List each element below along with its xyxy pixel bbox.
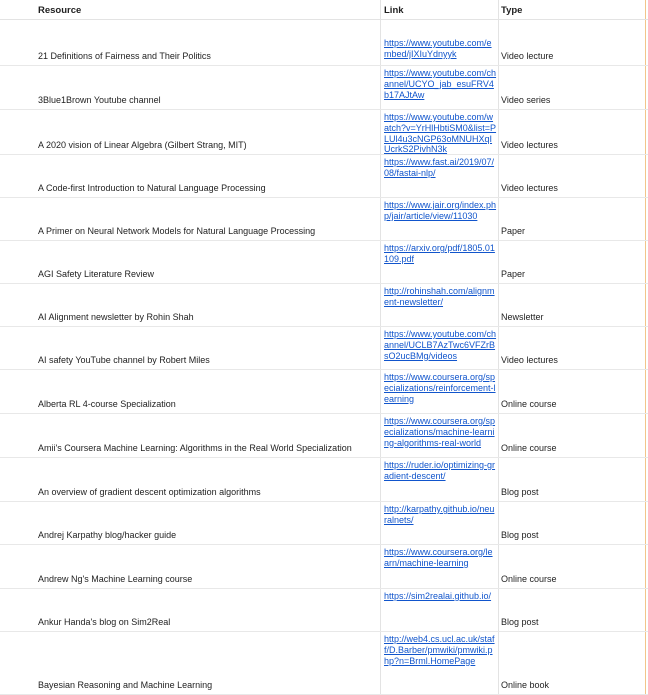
table-row — [0, 370, 648, 414]
link-cell[interactable] — [384, 66, 497, 109]
link-cell[interactable] — [384, 155, 497, 197]
resource-link[interactable]: https://www.fast.ai/2019/07/08/fastai-nlp/ — [384, 157, 495, 178]
resource-link[interactable]: https://www.coursera.org/specializations/reinforcement-learning — [384, 372, 496, 404]
type-cell[interactable]: Online course — [501, 399, 557, 409]
table-row — [0, 502, 648, 545]
type-cell[interactable]: Video lectures — [501, 140, 558, 150]
type-cell[interactable]: Blog post — [501, 487, 539, 497]
table-row — [0, 66, 648, 110]
table-row — [0, 414, 648, 458]
resource-link[interactable]: https://arxiv.org/pdf/1805.01109.pdf — [384, 243, 495, 264]
type-cell[interactable]: Video lectures — [501, 183, 558, 193]
link-cell[interactable] — [384, 545, 497, 588]
table-row — [0, 20, 648, 66]
type-cell[interactable]: Newsletter — [501, 312, 544, 322]
type-cell[interactable]: Video lectures — [501, 355, 558, 365]
link-cell[interactable] — [384, 198, 497, 240]
link-cell[interactable] — [384, 458, 497, 501]
resource-link[interactable]: https://www.youtube.com/watch?v=YrHlHbtiSM0&list=PLUl4u3cNGP63oMNUHXqIUcrkS2PivhN3k — [384, 112, 497, 154]
link-cell[interactable] — [384, 20, 497, 65]
type-cell[interactable]: Online course — [501, 574, 557, 584]
link-cell[interactable] — [384, 241, 497, 283]
header-row — [0, 0, 648, 20]
resource-cell[interactable]: Amii's Coursera Machine Learning: Algorithms in the Real World Specialization — [38, 443, 352, 453]
resource-cell[interactable]: Ankur Handa's blog on Sim2Real — [38, 617, 171, 627]
resource-link[interactable]: https://www.coursera.org/specializations/machine-learning-algorithms-real-world — [384, 416, 496, 448]
link-cell[interactable] — [384, 110, 497, 154]
link-cell[interactable] — [384, 370, 497, 413]
resource-cell[interactable]: An overview of gradient descent optimization algorithms — [38, 487, 261, 497]
resource-link[interactable]: http://web4.cs.ucl.ac.uk/staff/D.Barber/pmwiki/pmwiki.php?n=Brml.HomePage — [384, 634, 495, 666]
table-row — [0, 110, 648, 155]
table-row — [0, 632, 648, 695]
resource-cell[interactable]: AI Alignment newsletter by Rohin Shah — [38, 312, 194, 322]
link-cell[interactable] — [384, 632, 497, 694]
resource-link[interactable]: https://ruder.io/optimizing-gradient-descent/ — [384, 460, 496, 481]
resource-link[interactable]: https://www.jair.org/index.php/jair/article/view/11030 — [384, 200, 497, 221]
table-row — [0, 198, 648, 241]
table-row — [0, 589, 648, 632]
link-cell[interactable] — [384, 502, 497, 544]
resource-cell[interactable]: 3Blue1Brown Youtube channel — [38, 95, 161, 105]
type-cell[interactable]: Blog post — [501, 617, 539, 627]
type-cell[interactable]: Online course — [501, 443, 557, 453]
table-row — [0, 155, 648, 198]
resource-cell[interactable]: AGI Safety Literature Review — [38, 269, 155, 279]
resource-link[interactable]: http://rohinshah.com/alignment-newsletter/ — [384, 286, 495, 307]
type-cell[interactable]: Paper — [501, 226, 526, 236]
type-cell[interactable]: Video lecture — [501, 51, 554, 61]
resource-link[interactable]: https://sim2realai.github.io/ — [384, 591, 492, 601]
header-link[interactable]: Link — [384, 5, 404, 16]
link-cell[interactable] — [384, 327, 497, 369]
resource-cell[interactable]: Alberta RL 4-course Specialization — [38, 399, 176, 409]
link-cell[interactable] — [384, 284, 497, 326]
resource-link[interactable]: http://karpathy.github.io/neuralnets/ — [384, 504, 495, 525]
link-cell[interactable] — [384, 589, 497, 631]
table-row — [0, 545, 648, 589]
resource-cell[interactable]: A 2020 vision of Linear Algebra (Gilbert Strang, MIT) — [38, 140, 247, 150]
resource-cell[interactable]: A Primer on Neural Network Models for Natural Language Processing — [38, 226, 316, 236]
type-cell[interactable]: Video series — [501, 95, 551, 105]
resource-cell[interactable]: 21 Definitions of Fairness and Their Politics — [38, 51, 211, 61]
resource-cell[interactable]: Bayesian Reasoning and Machine Learning — [38, 680, 213, 690]
link-cell[interactable] — [384, 414, 497, 457]
type-cell[interactable]: Paper — [501, 269, 526, 279]
resource-link[interactable]: https://www.youtube.com/embed/jIXIuYdnyyk — [384, 38, 492, 59]
resource-link[interactable]: https://www.youtube.com/channel/UCLB7AzTwc6VFZrBsO2ucBMg/videos — [384, 329, 497, 361]
resource-cell[interactable]: A Code-first Introduction to Natural Language Processing — [38, 183, 266, 193]
type-cell[interactable]: Online book — [501, 680, 550, 690]
table-row — [0, 327, 648, 370]
resource-cell[interactable]: Andrej Karpathy blog/hacker guide — [38, 530, 177, 540]
table-row — [0, 458, 648, 502]
table-row — [0, 284, 648, 327]
table-row — [0, 241, 648, 284]
header-resource[interactable]: Resource — [38, 5, 82, 16]
resource-cell[interactable]: Andrew Ng's Machine Learning course — [38, 574, 193, 584]
header-type[interactable]: Type — [501, 5, 523, 16]
resource-link[interactable]: https://www.youtube.com/channel/UCYO_jab_esuFRV4b17AJtAw — [384, 68, 497, 100]
resource-link[interactable]: https://www.coursera.org/learn/machine-learning — [384, 547, 493, 568]
resource-cell[interactable]: AI safety YouTube channel by Robert Miles — [38, 355, 210, 365]
type-cell[interactable]: Blog post — [501, 530, 539, 540]
